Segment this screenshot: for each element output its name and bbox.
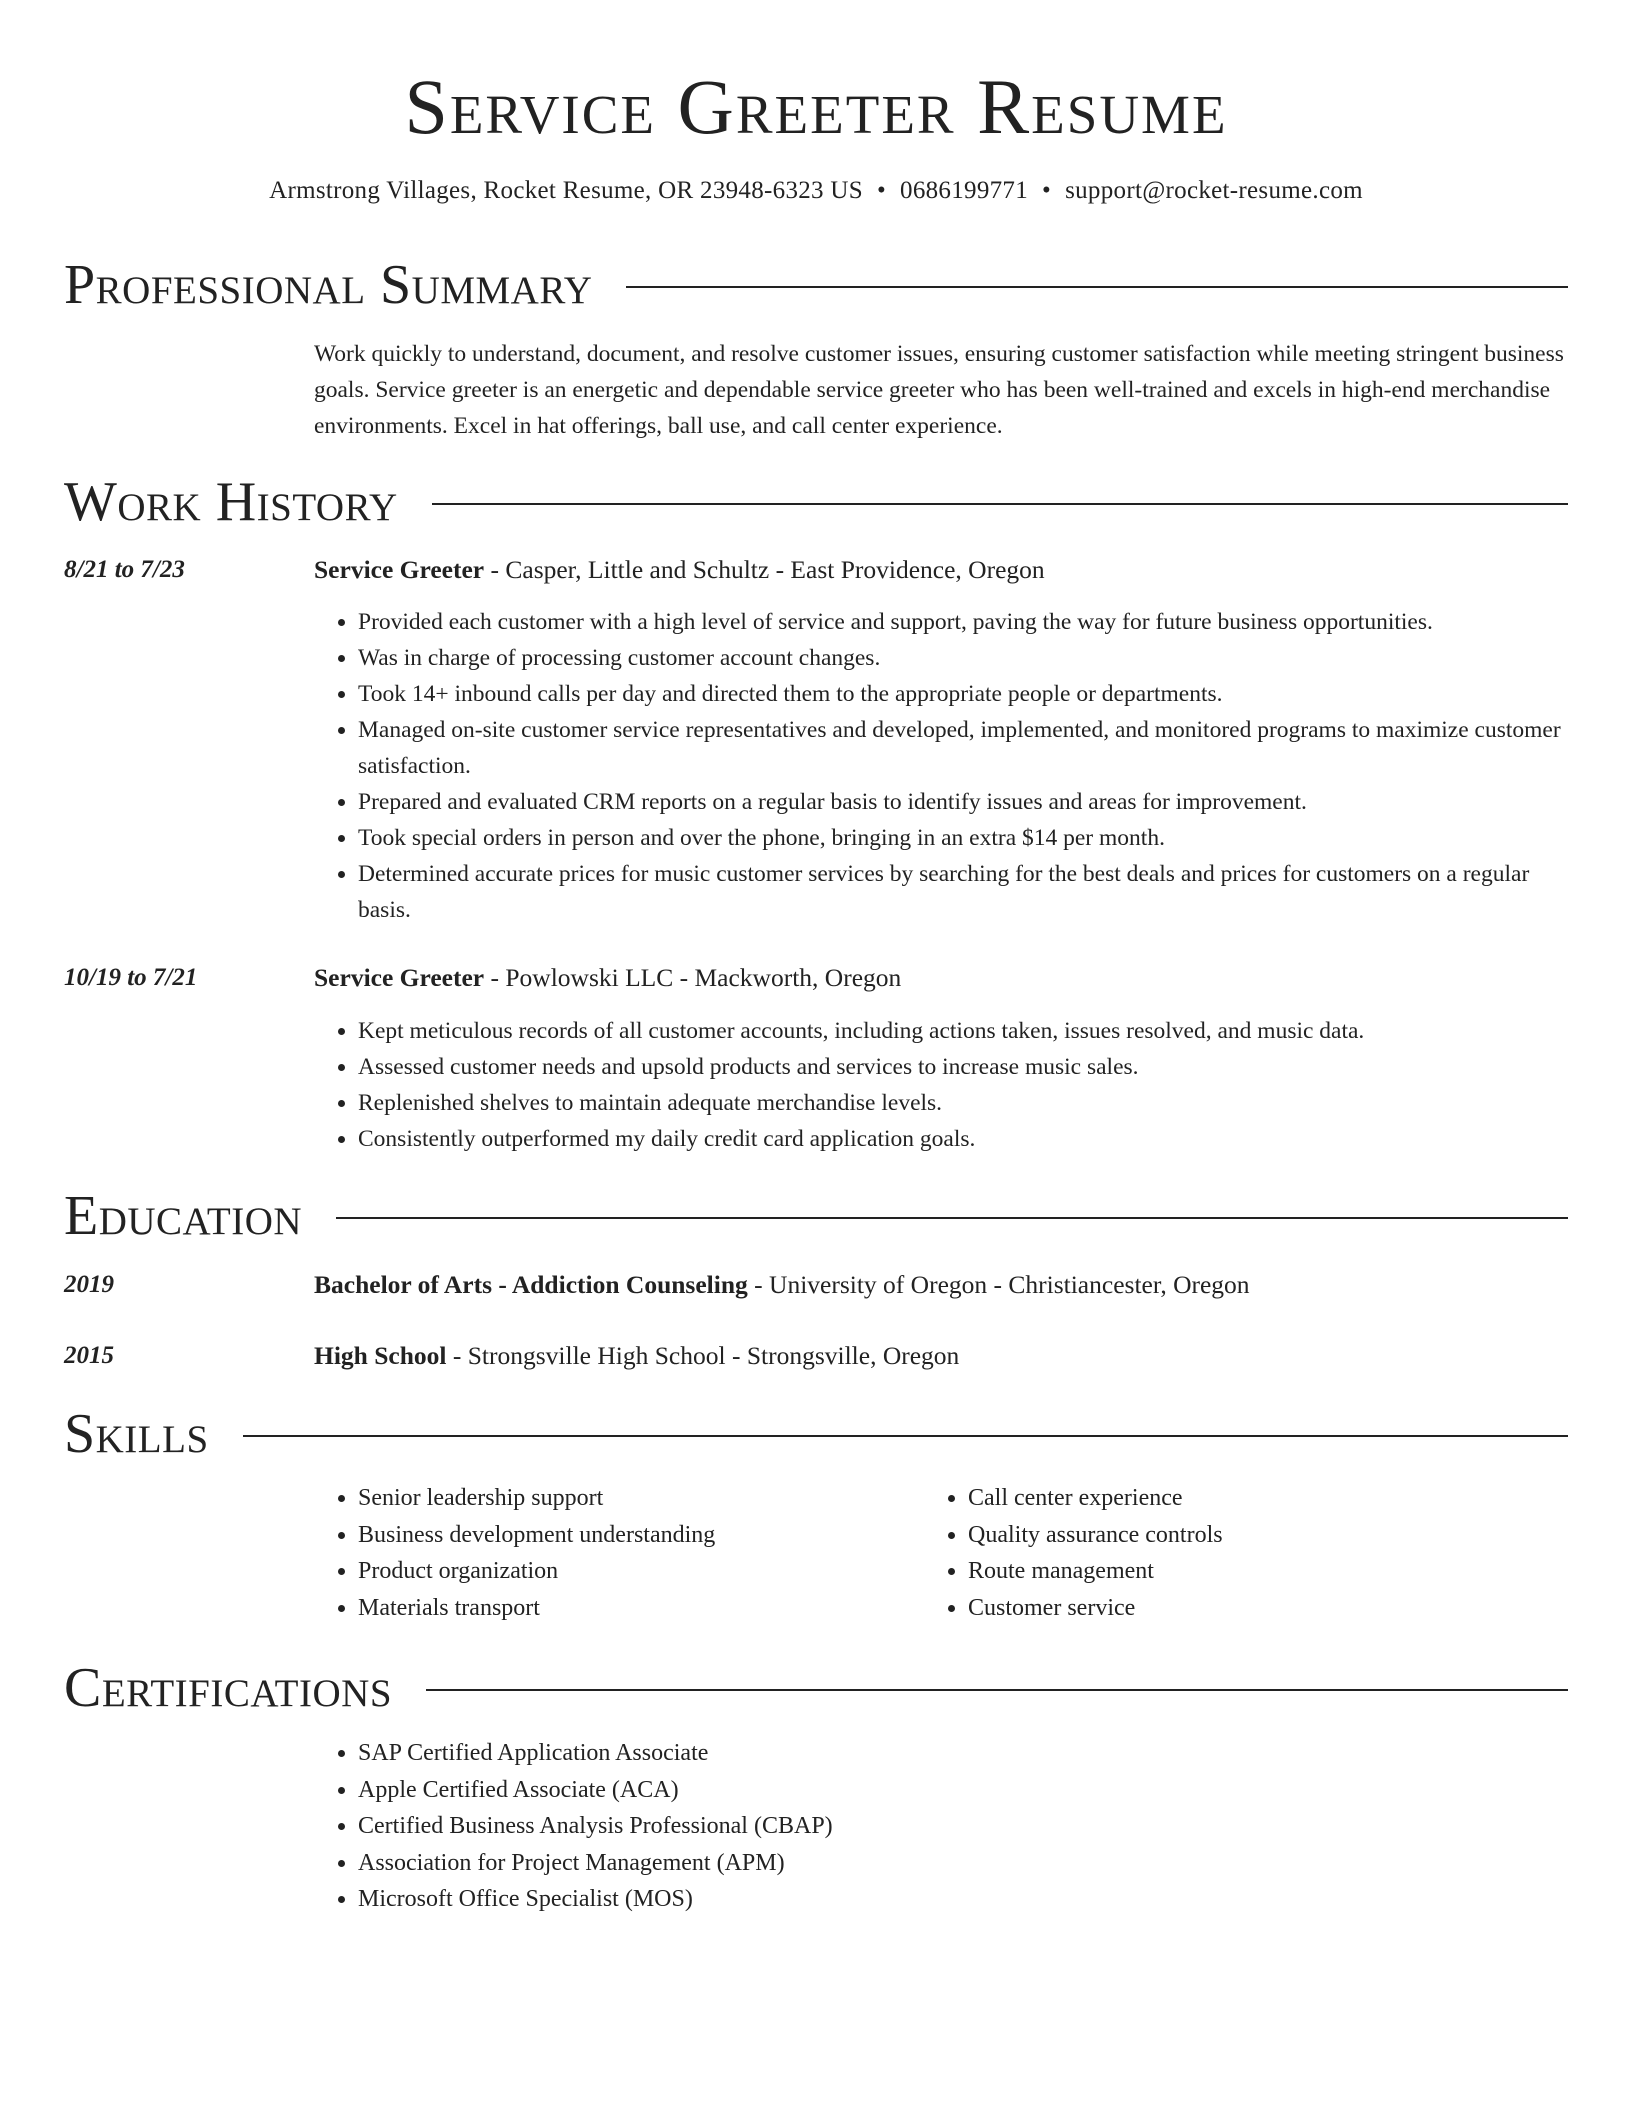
job-dates: 8/21 to 7/23 xyxy=(64,556,185,583)
contact-email[interactable]: support@rocket-resume.com xyxy=(1065,177,1363,204)
certification-item: • Microsoft Office Specialist (MOS) xyxy=(358,1881,833,1918)
education-degree: Bachelor of Arts - Addiction Counseling xyxy=(314,1270,748,1299)
contact-separator: • xyxy=(876,177,887,204)
job-heading xyxy=(314,553,1045,587)
certification-item: • Association for Project Management (APM) xyxy=(358,1845,833,1882)
list-item: • Determined accurate prices for music customer services by searching for the best deals and prices for customers on a regular basis. xyxy=(358,856,1568,928)
education-details: - Strongsville High School - Strongsville, Oregon xyxy=(446,1341,960,1370)
job-title: Service Greeter xyxy=(314,963,485,992)
summary-text: Work quickly to understand, document, and resolve customer issues, ensuring customer satisfaction while meeting stringent business goals. Service greeter is an energetic and dependable service greeter who has been well-trained and excels in high-end merchandise environments. Excel in hat offerings, ball use, and call center experience. xyxy=(314,341,1564,439)
skill-item: • Quality assurance controls xyxy=(968,1517,1223,1554)
section-divider xyxy=(426,1689,1568,1691)
job-details: - Powlowski LLC - Mackworth, Oregon xyxy=(484,963,902,992)
section-divider xyxy=(243,1435,1568,1437)
job-bullets xyxy=(314,1013,1568,1157)
job-heading xyxy=(314,961,901,995)
section-title-work: Work History xyxy=(64,471,398,533)
certification-item: • Apple Certified Associate (ACA) xyxy=(358,1772,833,1809)
job-bullets xyxy=(314,604,1568,928)
resume-title: Service Greeter Resume xyxy=(404,63,1228,150)
skills-list-left xyxy=(314,1480,715,1626)
education-heading xyxy=(314,1268,1250,1302)
skill-item: • Senior leadership support xyxy=(358,1480,715,1517)
education-heading xyxy=(314,1339,959,1373)
certification-item: • SAP Certified Application Associate xyxy=(358,1735,833,1772)
job-details: - Casper, Little and Schultz - East Providence, Oregon xyxy=(484,555,1045,584)
list-item: • Prepared and evaluated CRM reports on a regular basis to identify issues and areas for improvement. xyxy=(358,784,1568,820)
contact-separator: • xyxy=(1042,177,1052,204)
list-item: • Replenished shelves to maintain adequate merchandise levels. xyxy=(358,1085,1568,1121)
skill-item: • Call center experience xyxy=(968,1480,1223,1517)
contact-address: Armstrong Villages, Rocket Resume, OR 23948-6323 US xyxy=(269,177,863,204)
list-item: • Kept meticulous records of all customer accounts, including actions taken, issues resolved, and music data. xyxy=(358,1013,1568,1049)
contact-phone[interactable]: 0686199771 xyxy=(900,177,1029,204)
section-header-skills xyxy=(64,1402,1568,1466)
list-item: • Was in charge of processing customer account changes. xyxy=(358,640,1568,676)
education-degree: High School xyxy=(314,1341,447,1370)
list-item: • Assessed customer needs and upsold products and services to increase music sales. xyxy=(358,1049,1568,1085)
section-divider xyxy=(626,286,1568,288)
skill-item: • Customer service xyxy=(968,1590,1223,1627)
skill-item: • Route management xyxy=(968,1553,1223,1590)
skill-item: • Business development understanding xyxy=(358,1517,715,1554)
list-item: • Took 14+ inbound calls per day and directed them to the appropriate people or departments. xyxy=(358,676,1568,712)
section-title-skills: Skills xyxy=(64,1403,209,1465)
section-divider xyxy=(336,1217,1568,1219)
contact-line xyxy=(0,174,1632,208)
skill-item: • Materials transport xyxy=(358,1590,715,1627)
section-header-work xyxy=(64,470,1568,534)
section-header-certifications xyxy=(64,1656,1568,1720)
certifications-list xyxy=(314,1735,833,1918)
list-item: • Managed on-site customer service representatives and developed, implemented, and monitored programs to maximize customer satisfaction. xyxy=(358,712,1568,784)
certification-item: • Certified Business Analysis Professional (CBAP) xyxy=(358,1808,833,1845)
section-header-summary xyxy=(64,253,1568,317)
section-divider xyxy=(432,503,1568,505)
job-title: Service Greeter xyxy=(314,555,485,584)
list-item: • Consistently outperformed my daily credit card application goals. xyxy=(358,1121,1568,1157)
job-dates: 10/19 to 7/21 xyxy=(64,964,198,991)
section-header-education xyxy=(64,1184,1568,1248)
section-title-education: Education xyxy=(64,1185,303,1247)
section-title-certifications: Certifications xyxy=(64,1657,393,1719)
list-item: • Took special orders in person and over the phone, bringing in an extra $14 per month. xyxy=(358,820,1568,856)
skills-list-right xyxy=(924,1480,1223,1626)
education-year: 2015 xyxy=(64,1342,114,1369)
section-title-summary: Professional Summary xyxy=(64,254,593,316)
list-item: • Provided each customer with a high level of service and support, paving the way for future business opportunities. xyxy=(358,604,1568,640)
education-details: - University of Oregon - Christiancester, Oregon xyxy=(747,1270,1250,1299)
skill-item: • Product organization xyxy=(358,1553,715,1590)
education-year: 2019 xyxy=(64,1271,114,1298)
